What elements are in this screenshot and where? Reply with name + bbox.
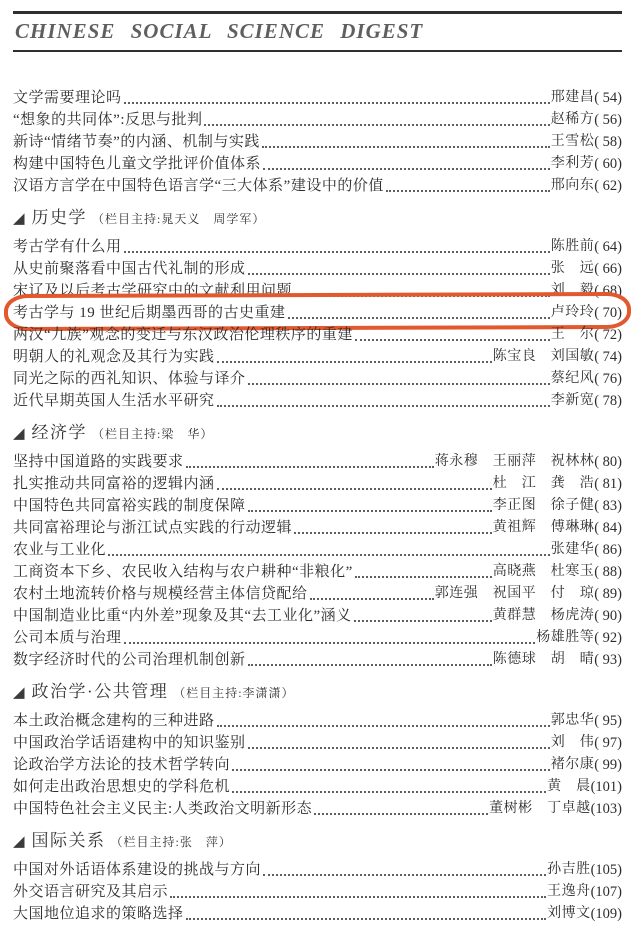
entry-title: 扎实推动共同富裕的逻辑内涵 [13, 476, 215, 492]
entry-title: 考古学与 19 世纪后期墨西哥的古史重建 [13, 305, 286, 321]
dot-leader [248, 747, 550, 749]
section-title: 政治学·公共管理 [31, 682, 169, 701]
entry-authors: 张 远 [550, 261, 595, 276]
toc-entry [13, 279, 622, 301]
entry-page: ( 62) [594, 178, 622, 194]
toc-entry [13, 345, 622, 367]
dot-leader [204, 124, 549, 126]
toc-entry [13, 902, 622, 924]
dot-leader [294, 295, 550, 297]
entry-title: 中国对外话语体系建设的挑战与方向 [13, 862, 262, 878]
entry-title: 中国政治学话语建构中的知识鉴别 [13, 735, 246, 751]
dot-leader [217, 361, 492, 363]
entry-authors: 王逸舟 [547, 884, 591, 899]
entry-authors: 褚尔康 [550, 757, 595, 772]
entry-title: 如何走出政治思想史的学科危机 [13, 779, 231, 795]
entry-page: ( 54) [594, 90, 622, 106]
entry-page: ( 74) [594, 349, 622, 365]
page [0, 11, 635, 924]
entry-authors: 王 尔 [550, 327, 595, 342]
entry-page: ( 99) [594, 757, 622, 773]
toc-entry [13, 516, 622, 538]
toc-entry [13, 775, 622, 797]
entry-authors: 黄 晨 [547, 779, 591, 794]
section-triangle-icon: ◢ [13, 209, 25, 227]
dot-leader [263, 168, 550, 170]
masthead [13, 11, 622, 52]
entry-page: ( 83) [594, 498, 622, 514]
toc-entry [13, 731, 622, 753]
section-host-label: （栏目主持:晁天义 周学军） [92, 212, 266, 226]
section-title: 国际关系 [31, 831, 106, 850]
entry-authors: 王雪松 [550, 134, 595, 149]
entry-authors: 刘 毅 [550, 283, 595, 298]
entry-authors: 黄祖辉 傅琳琳 [492, 520, 595, 535]
entry-authors: 陈德球 胡 晴 [492, 652, 595, 667]
toc-entry [13, 797, 622, 819]
entry-page: ( 89) [594, 586, 622, 602]
journal-title: CHINESE SOCIAL SCIENCE DIGEST [15, 19, 424, 43]
section-title: 经济学 [31, 423, 88, 442]
toc-entry [13, 709, 622, 731]
dot-leader [355, 339, 550, 341]
entry-title: 近代早期英国人生活水平研究 [13, 393, 215, 409]
entry-authors: 赵稀方 [550, 112, 595, 127]
toc-section [13, 680, 622, 819]
dot-leader [108, 554, 550, 556]
dot-leader [232, 769, 550, 771]
entry-title: 文学需要理论吗 [13, 90, 122, 106]
section-title: 历史学 [31, 208, 88, 227]
section-heading [13, 829, 622, 854]
toc-entry [13, 323, 622, 345]
toc-entry [13, 538, 622, 560]
section-host-label: （栏目主持:李潇潇） [173, 686, 295, 700]
toc-entry [13, 450, 622, 472]
entry-authors: 杜 江 龚 浩 [492, 476, 595, 491]
section-heading [13, 206, 622, 231]
toc-entry [13, 130, 622, 152]
entry-page: ( 93) [594, 652, 622, 668]
entry-page: ( 86) [594, 542, 622, 558]
dot-leader [170, 896, 546, 898]
entry-title: 外交语言研究及其启示 [13, 884, 169, 900]
dot-leader [232, 791, 546, 793]
entry-authors: 郭忠华 [550, 713, 595, 728]
entry-page: ( 80) [594, 454, 622, 470]
entry-page: ( 92) [594, 630, 622, 646]
toc-entry [13, 152, 622, 174]
dot-leader [262, 146, 550, 148]
entry-page: ( 76) [594, 371, 622, 387]
entry-authors: 刘博文 [547, 906, 591, 921]
dot-leader [217, 405, 550, 407]
entry-page: ( 95) [594, 713, 622, 729]
entry-authors: 郭连强 祝国平 付 琼 [434, 586, 595, 601]
entry-title: 新诗“情绪节奏”的内涵、机制与实践 [13, 134, 260, 150]
entry-title: 中国特色社会主义民主:人类政治文明新形态 [13, 801, 313, 817]
section-host-label: （栏目主持:张 萍） [110, 835, 232, 849]
entry-title: 同光之际的西礼知识、体验与译介 [13, 371, 246, 387]
dot-leader [386, 190, 550, 192]
entry-page: ( 72) [594, 327, 622, 343]
entry-title: 两汉“九族”观念的变迁与东汉政治伦理秩序的重建 [13, 327, 353, 343]
toc-section [13, 206, 622, 411]
section-heading [13, 421, 622, 446]
entry-page: ( 68) [594, 283, 622, 299]
entry-authors: 陈胜前 [550, 239, 595, 254]
toc-entry [13, 389, 622, 411]
toc-entry [13, 301, 622, 323]
entry-title: 明朝人的礼观念及其行为实践 [13, 349, 215, 365]
entry-title: 考古学有什么用 [13, 239, 122, 255]
toc-sections [13, 86, 622, 924]
entry-page: ( 60) [594, 156, 622, 172]
dot-leader [310, 598, 434, 600]
entry-title: 农业与工业化 [13, 542, 107, 558]
dot-leader [248, 510, 492, 512]
dot-leader [248, 273, 550, 275]
dot-leader [248, 383, 550, 385]
entry-authors: 蒋永穆 王丽萍 祝林林 [434, 454, 595, 469]
entry-title: 共同富裕理论与浙江试点实践的行动逻辑 [13, 520, 293, 536]
entry-title: 大国地位追求的策略选择 [13, 906, 184, 922]
entry-authors: 卢玲玲 [550, 305, 595, 320]
entry-authors: 高晓燕 杜寒玉 [492, 564, 595, 579]
dot-leader [217, 488, 492, 490]
entry-title: 汉语方言学在中国特色语言学“三大体系”建设中的价值 [13, 178, 384, 194]
entry-authors: 邢建昌 [550, 90, 595, 105]
toc-section [13, 421, 622, 670]
entry-page: ( 70) [594, 305, 622, 321]
dot-leader [124, 251, 550, 253]
section-triangle-icon: ◢ [13, 424, 25, 442]
toc-section [13, 829, 622, 924]
dot-leader [263, 874, 546, 876]
entry-title: 数字经济时代的公司治理机制创新 [13, 652, 246, 668]
entry-page: ( 88) [594, 564, 622, 580]
dot-leader [354, 620, 492, 622]
toc-entry [13, 648, 622, 670]
dot-leader [355, 576, 492, 578]
section-triangle-icon: ◢ [13, 832, 25, 850]
entry-title: 宋辽及以后考古学研究中的文献利用问题 [13, 283, 293, 299]
entry-page: ( 81) [594, 476, 622, 492]
dot-leader [124, 102, 550, 104]
dot-leader [186, 918, 547, 920]
entry-title: 工商资本下乡、农民收入结构与农户耕种“非粮化” [13, 564, 353, 580]
toc-entry [13, 174, 622, 196]
entry-title: 从史前聚落看中国古代礼制的形成 [13, 261, 246, 277]
toc-entry [13, 753, 622, 775]
entry-page: ( 78) [594, 393, 622, 409]
section-heading [13, 680, 622, 705]
entry-title: 本土政治概念建构的三种进路 [13, 713, 215, 729]
entry-authors: 蔡纪风 [550, 371, 595, 386]
entry-page: ( 84) [594, 520, 622, 536]
toc-entry [13, 858, 622, 880]
entry-title: 论政治学方法论的技术哲学转向 [13, 757, 231, 773]
toc-entry [13, 626, 622, 648]
toc-section [13, 86, 622, 196]
toc-entry [13, 560, 622, 582]
toc-entry [13, 880, 622, 902]
entry-title: 农村土地流转价格与规模经营主体信贷配给 [13, 586, 308, 602]
section-host-label: （栏目主持:梁 华） [92, 427, 214, 441]
toc-entry [13, 582, 622, 604]
toc-entry [13, 235, 622, 257]
toc-entry [13, 108, 622, 130]
entry-authors: 陈宝良 刘国敏 [492, 349, 595, 364]
entry-page: (101) [590, 779, 622, 795]
entry-page: ( 58) [594, 134, 622, 150]
entry-page: ( 97) [594, 735, 622, 751]
dot-leader [248, 664, 492, 666]
entry-authors: 李正图 徐子健 [492, 498, 595, 513]
toc-entry [13, 494, 622, 516]
entry-authors: 张建华 [550, 542, 595, 557]
dot-leader [217, 725, 550, 727]
dot-leader [288, 317, 550, 319]
entry-authors: 孙吉胜 [547, 862, 591, 877]
entry-page: (103) [590, 801, 622, 817]
dot-leader [294, 532, 492, 534]
entry-title: 中国制造业比重“内外差”现象及其“去工业化”涵义 [13, 608, 352, 624]
dot-leader [124, 642, 536, 644]
entry-page: ( 64) [594, 239, 622, 255]
entry-title: 公司本质与治理 [13, 630, 122, 646]
entry-page: ( 66) [594, 261, 622, 277]
section-triangle-icon: ◢ [13, 683, 25, 701]
toc-entry [13, 86, 622, 108]
entry-authors: 刘 伟 [550, 735, 595, 750]
entry-authors: 黄群慧 杨虎涛 [492, 608, 595, 623]
entry-page: (105) [590, 862, 622, 878]
entry-title: 中国特色共同富裕实践的制度保障 [13, 498, 246, 514]
toc-entry [13, 367, 622, 389]
entry-title: “想象的共同体”:反思与批判 [13, 112, 203, 128]
entry-title: 坚持中国道路的实践要求 [13, 454, 184, 470]
toc-entry [13, 604, 622, 626]
entry-authors: 董树彬 丁卓越 [489, 801, 591, 816]
entry-authors: 李新宽 [550, 393, 595, 408]
entry-page: (109) [590, 906, 622, 922]
entry-authors: 杨雄胜等 [536, 630, 595, 645]
toc-entry [13, 472, 622, 494]
entry-authors: 邢向东 [550, 178, 595, 193]
entry-page: (107) [590, 884, 622, 900]
entry-page: ( 90) [594, 608, 622, 624]
entry-title: 构建中国特色儿童文学批评价值体系 [13, 156, 262, 172]
entry-page: ( 56) [594, 112, 622, 128]
entry-authors: 李利芳 [550, 156, 595, 171]
dot-leader [314, 813, 488, 815]
toc-entry [13, 257, 622, 279]
dot-leader [186, 466, 434, 468]
